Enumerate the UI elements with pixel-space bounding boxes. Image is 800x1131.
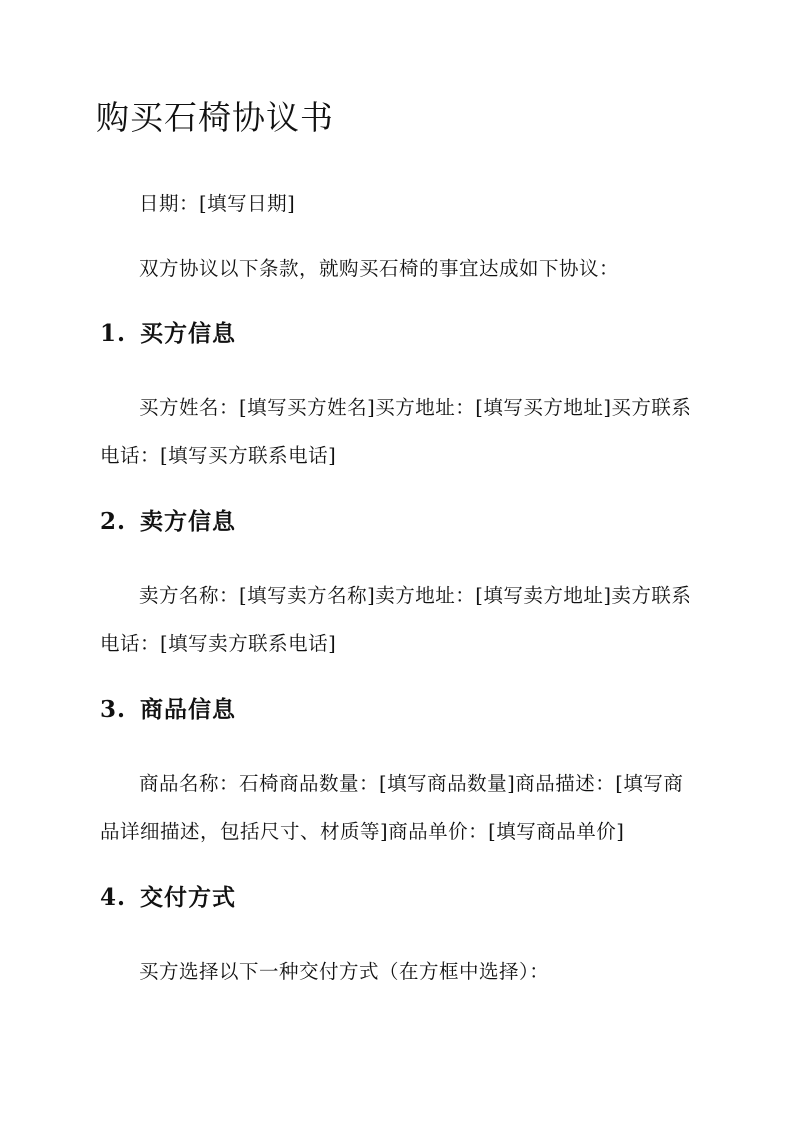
section-heading-buyer	[100, 318, 236, 350]
document-title: 购买石椅协议书	[96, 98, 334, 137]
section-heading-text: 卖方信息	[140, 508, 236, 535]
section-heading-product	[100, 694, 236, 726]
section-number: 3.	[100, 696, 127, 723]
delivery-paragraph: 买方选择以下一种交付方式（在方框中选择）：	[139, 960, 550, 983]
product-info-paragraph: 商品名称：石椅商品数量：[填写商品数量]商品描述：[填写商品详细描述，包括尺寸、材质等]商品单价：[填写商品单价]	[100, 772, 684, 843]
buyer-info-paragraph: 买方姓名：[填写买方姓名]买方地址：[填写买方地址]买方联系电话：[填写买方联系电话]	[100, 396, 692, 467]
section-heading-text: 买方信息	[140, 320, 236, 347]
section-number: 4.	[100, 884, 127, 911]
seller-info-paragraph: 卖方名称：[填写卖方名称]卖方地址：[填写卖方地址]卖方联系电话：[填写卖方联系电话]	[100, 584, 692, 655]
section-heading-delivery	[100, 882, 236, 914]
section-number: 2.	[100, 508, 127, 535]
section-number: 1.	[100, 320, 127, 347]
section-heading-text: 商品信息	[140, 696, 236, 723]
intro-paragraph: 双方协议以下条款，就购买石椅的事宜达成如下协议：	[139, 257, 620, 280]
date-line: 日期：[填写日期]	[139, 192, 296, 215]
section-heading-text: 交付方式	[140, 884, 236, 911]
section-heading-seller	[100, 506, 236, 538]
